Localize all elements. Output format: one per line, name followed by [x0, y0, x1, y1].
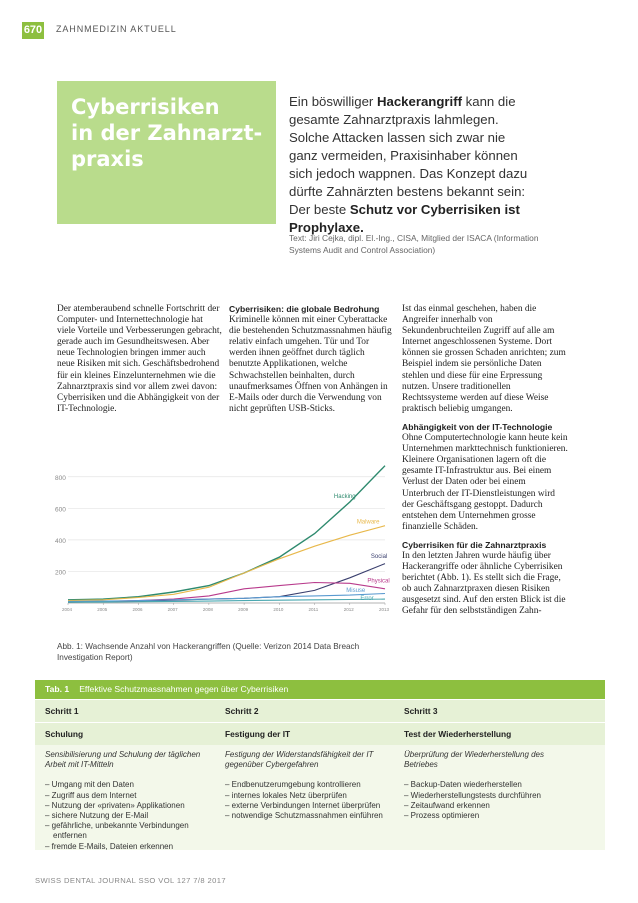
x-tick-label: 2007 — [167, 607, 178, 612]
y-tick-label: 800 — [55, 474, 66, 482]
body-column-1 — [57, 304, 223, 415]
table-cell-1 — [45, 750, 215, 852]
step-2-header: Schritt 2 — [225, 706, 259, 716]
x-tick-label: 2011 — [308, 607, 319, 612]
list-item: – notwendige Schutzmassnahmen einführen — [225, 811, 383, 821]
series-label-hacking: Hacking — [333, 494, 356, 501]
series-label-physical: Physical — [367, 578, 390, 585]
topic-1: Schulung — [45, 729, 84, 739]
table-cell-3 — [404, 750, 574, 821]
y-tick-label: 200 — [55, 569, 66, 577]
table-body — [35, 745, 605, 850]
lead-bold-2: Schutz vor Cyberrisiken ist Prophylaxe. — [289, 202, 520, 235]
list-item: – Nutzung der «privaten» Applikationen — [45, 800, 185, 810]
step-3-header: Schritt 3 — [404, 706, 438, 716]
series-label-misuse: Misuse — [346, 587, 366, 594]
list-item: – Prozess optimieren — [404, 811, 480, 821]
series-label-error: Error — [360, 596, 374, 603]
page-number: 670 — [22, 22, 44, 39]
paragraph-consequences: Ist das einmal geschehen, haben die Angreifer innerhalb von Sekundenbruchteilen Zugriff auf alle am Internet angeschlossenen Systeme. Dort können sie grossen Schaden anrichten; zum Beispiel indem sie persönliche Daten stehlen und diese für eine Erpressung nutzen. Unsere traditionellen Rechtssysteme werden auf diese Weise praktisch beliebig umgangen. — [402, 304, 566, 414]
x-tick-label: 2005 — [97, 607, 108, 612]
list-item: – sichere Nutzung der E-Mail — [45, 811, 149, 821]
cell-3-intro: Überprüfung der Wiederherstellung des Betriebes — [404, 750, 545, 770]
list-item: – Endbenutzerumgebung kontrollieren — [225, 780, 361, 790]
paragraph-it-dependency: Ohne Computertechnologie kann heute kein Unternehmen markttechnisch funktionieren. Kleinere Organisationen lagern oft die gesamte IT-Infrastruktur aus. Bei einem Verlust der Daten oder bei einem Unterbruch der IT-Dienstleistungen wird der Geschäftsgang gestoppt. Dadurch entstehen dem Unternehmen grosse finanzielle Schäden. — [402, 433, 568, 532]
list-item: – internes lokales Netz überprüfen — [225, 790, 347, 800]
chart-lines — [68, 466, 388, 603]
table-row-steps — [35, 699, 605, 722]
list-item: – externe Verbindungen Internet überprüfen — [225, 800, 381, 810]
series-label-malware: Malware — [356, 519, 380, 526]
list-item: – Wiederherstellungstests durchführen — [404, 790, 541, 800]
table-cell-2 — [225, 750, 395, 821]
x-tick-label: 2004 — [62, 607, 73, 612]
list-item: – Zeitaufwand erkennen — [404, 800, 490, 810]
article-title — [71, 94, 271, 172]
series-line-malware — [68, 526, 388, 601]
topic-2: Festigung der IT — [225, 729, 291, 739]
series-label-social: Social — [370, 554, 388, 561]
x-tick-label: 2012 — [343, 607, 354, 612]
step-1-header: Schritt 1 — [45, 706, 79, 716]
byline: Text: Jiri Cejka, dipl. El.-Ing., CISA, Mitglied der ISACA (Information Systems Audit and Control Association) — [289, 233, 539, 255]
body-column-2 — [229, 304, 392, 415]
cell-2-list — [225, 780, 395, 821]
chart-caption: Abb. 1: Wachsende Anzahl von Hackerangriffen (Quelle: Verizon 2014 Data Breach Investigation Report) — [57, 642, 360, 662]
paragraph-global-threat: Kriminelle können mit einer Cyberattacke die bestehenden Schutzmassnahmen häufig relativ einfach umgehen. Tür und Tor werden ihnen geöffnet durch täglich benutzte Applikationen, welche Schwachstellen beinhalten, durch unaufmerksames Öffnen von Anhängen in E-Mails oder durch die Verwendung von nicht geprüften USB-Sticks. — [229, 315, 392, 414]
topic-3: Test der Wiederherstellung — [404, 729, 512, 739]
x-tick-label: 2010 — [273, 607, 284, 612]
cell-1-intro: Sensibilisierung und Schulung der täglichen Arbeit mit IT-Mitteln — [45, 750, 201, 770]
cell-3-list — [404, 780, 574, 821]
table-number: Tab. 1 — [45, 684, 70, 694]
measures-table — [35, 680, 605, 850]
lead-text-1: Ein böswilliger — [289, 94, 377, 109]
table-row-topics — [35, 722, 605, 745]
subheading-it-dependency: Abhängigkeit von der IT-Technologie — [402, 421, 553, 432]
subheading-global-threat: Cyberrisiken: die globale Bedrohung — [229, 304, 380, 314]
series-line-misuse — [68, 594, 385, 602]
x-tick-label: 2006 — [132, 607, 143, 612]
lead-paragraph — [289, 93, 529, 237]
title-line-1: Cyberrisiken — [71, 95, 220, 119]
list-item: – fremde E-Mails, Dateien erkennen — [45, 841, 174, 851]
table-header — [35, 680, 605, 699]
table-title: Effektive Schutzmassnahmen gegen über Cyberrisiken — [79, 684, 289, 694]
x-tick-label: 2013 — [379, 607, 390, 612]
subheading-dental-practice: Cyberrisiken für die Zahnarztpraxis — [402, 539, 547, 550]
hacking-chart — [40, 455, 392, 623]
cell-2-intro: Festigung der Widerstandsfähigkeit der IT gegenüber Cybergefahren — [225, 750, 374, 770]
lead-bold-1: Hackerangriff — [376, 94, 462, 109]
chart-labels — [55, 475, 390, 612]
x-tick-label: 2009 — [238, 607, 249, 612]
body-column-3 — [402, 304, 568, 618]
list-item: – Zugriff aus dem Internet — [45, 790, 137, 800]
list-item: – Backup-Daten wiederherstellen — [404, 780, 522, 790]
cell-1-list — [45, 780, 215, 851]
title-line-2: in der Zahnarzt- — [71, 121, 263, 145]
list-item: – Umgang mit den Daten — [45, 780, 134, 790]
paragraph-dental-practice: In den letzten Jahren wurde häufig über Hackerangriffe oder ähnliche Cyberrisiken berichtet (Abb. 1). Es stellt sich die Frage, ob auch Zahnarztpraxen diesen Risiken ausgesetzt sind. Auf den ersten Blick ist die Gefahr für den selbstständigen Zahn- — [402, 550, 566, 617]
list-item: – gefährliche, unbekannte Verbindungen entfernen — [45, 821, 189, 841]
title-line-3: praxis — [71, 147, 144, 171]
lead-text-2: kann die gesamte Zahnarztpraxis lahmlegen. Solche Attacken lassen sich zwar nie ganz vermeiden, Praxisinhaber können sich jedoch wappnen. Das Konzept dazu dürfte Zahnärzten bestens bekannt sein: Der beste — [289, 94, 528, 217]
y-tick-label: 600 — [55, 506, 66, 514]
section-label: ZAHNMEDIZIN AKTUELL — [56, 24, 177, 34]
intro-paragraph: Der atemberaubend schnelle Fortschritt der Computer- und Internettechnologie hat viele Vorteile und Verbesserungen gebracht, gerade auch im Gesundheitswesen. Aber neue Technologien bringen immer auch neue Risiken mit sich. Geschäftsbedrohend für ein kleines Einzelunternehmen wie die Zahnarztpraxis sind vor allem zwei davon: Cyberrisiken und die Abhängigkeit von der IT-Technologie. — [57, 304, 222, 414]
footer: SWISS DENTAL JOURNAL SSO VOL 127 7/8 2017 — [35, 876, 226, 885]
y-tick-label: 400 — [55, 537, 66, 545]
title-box — [57, 81, 276, 224]
x-tick-label: 2008 — [202, 607, 213, 612]
